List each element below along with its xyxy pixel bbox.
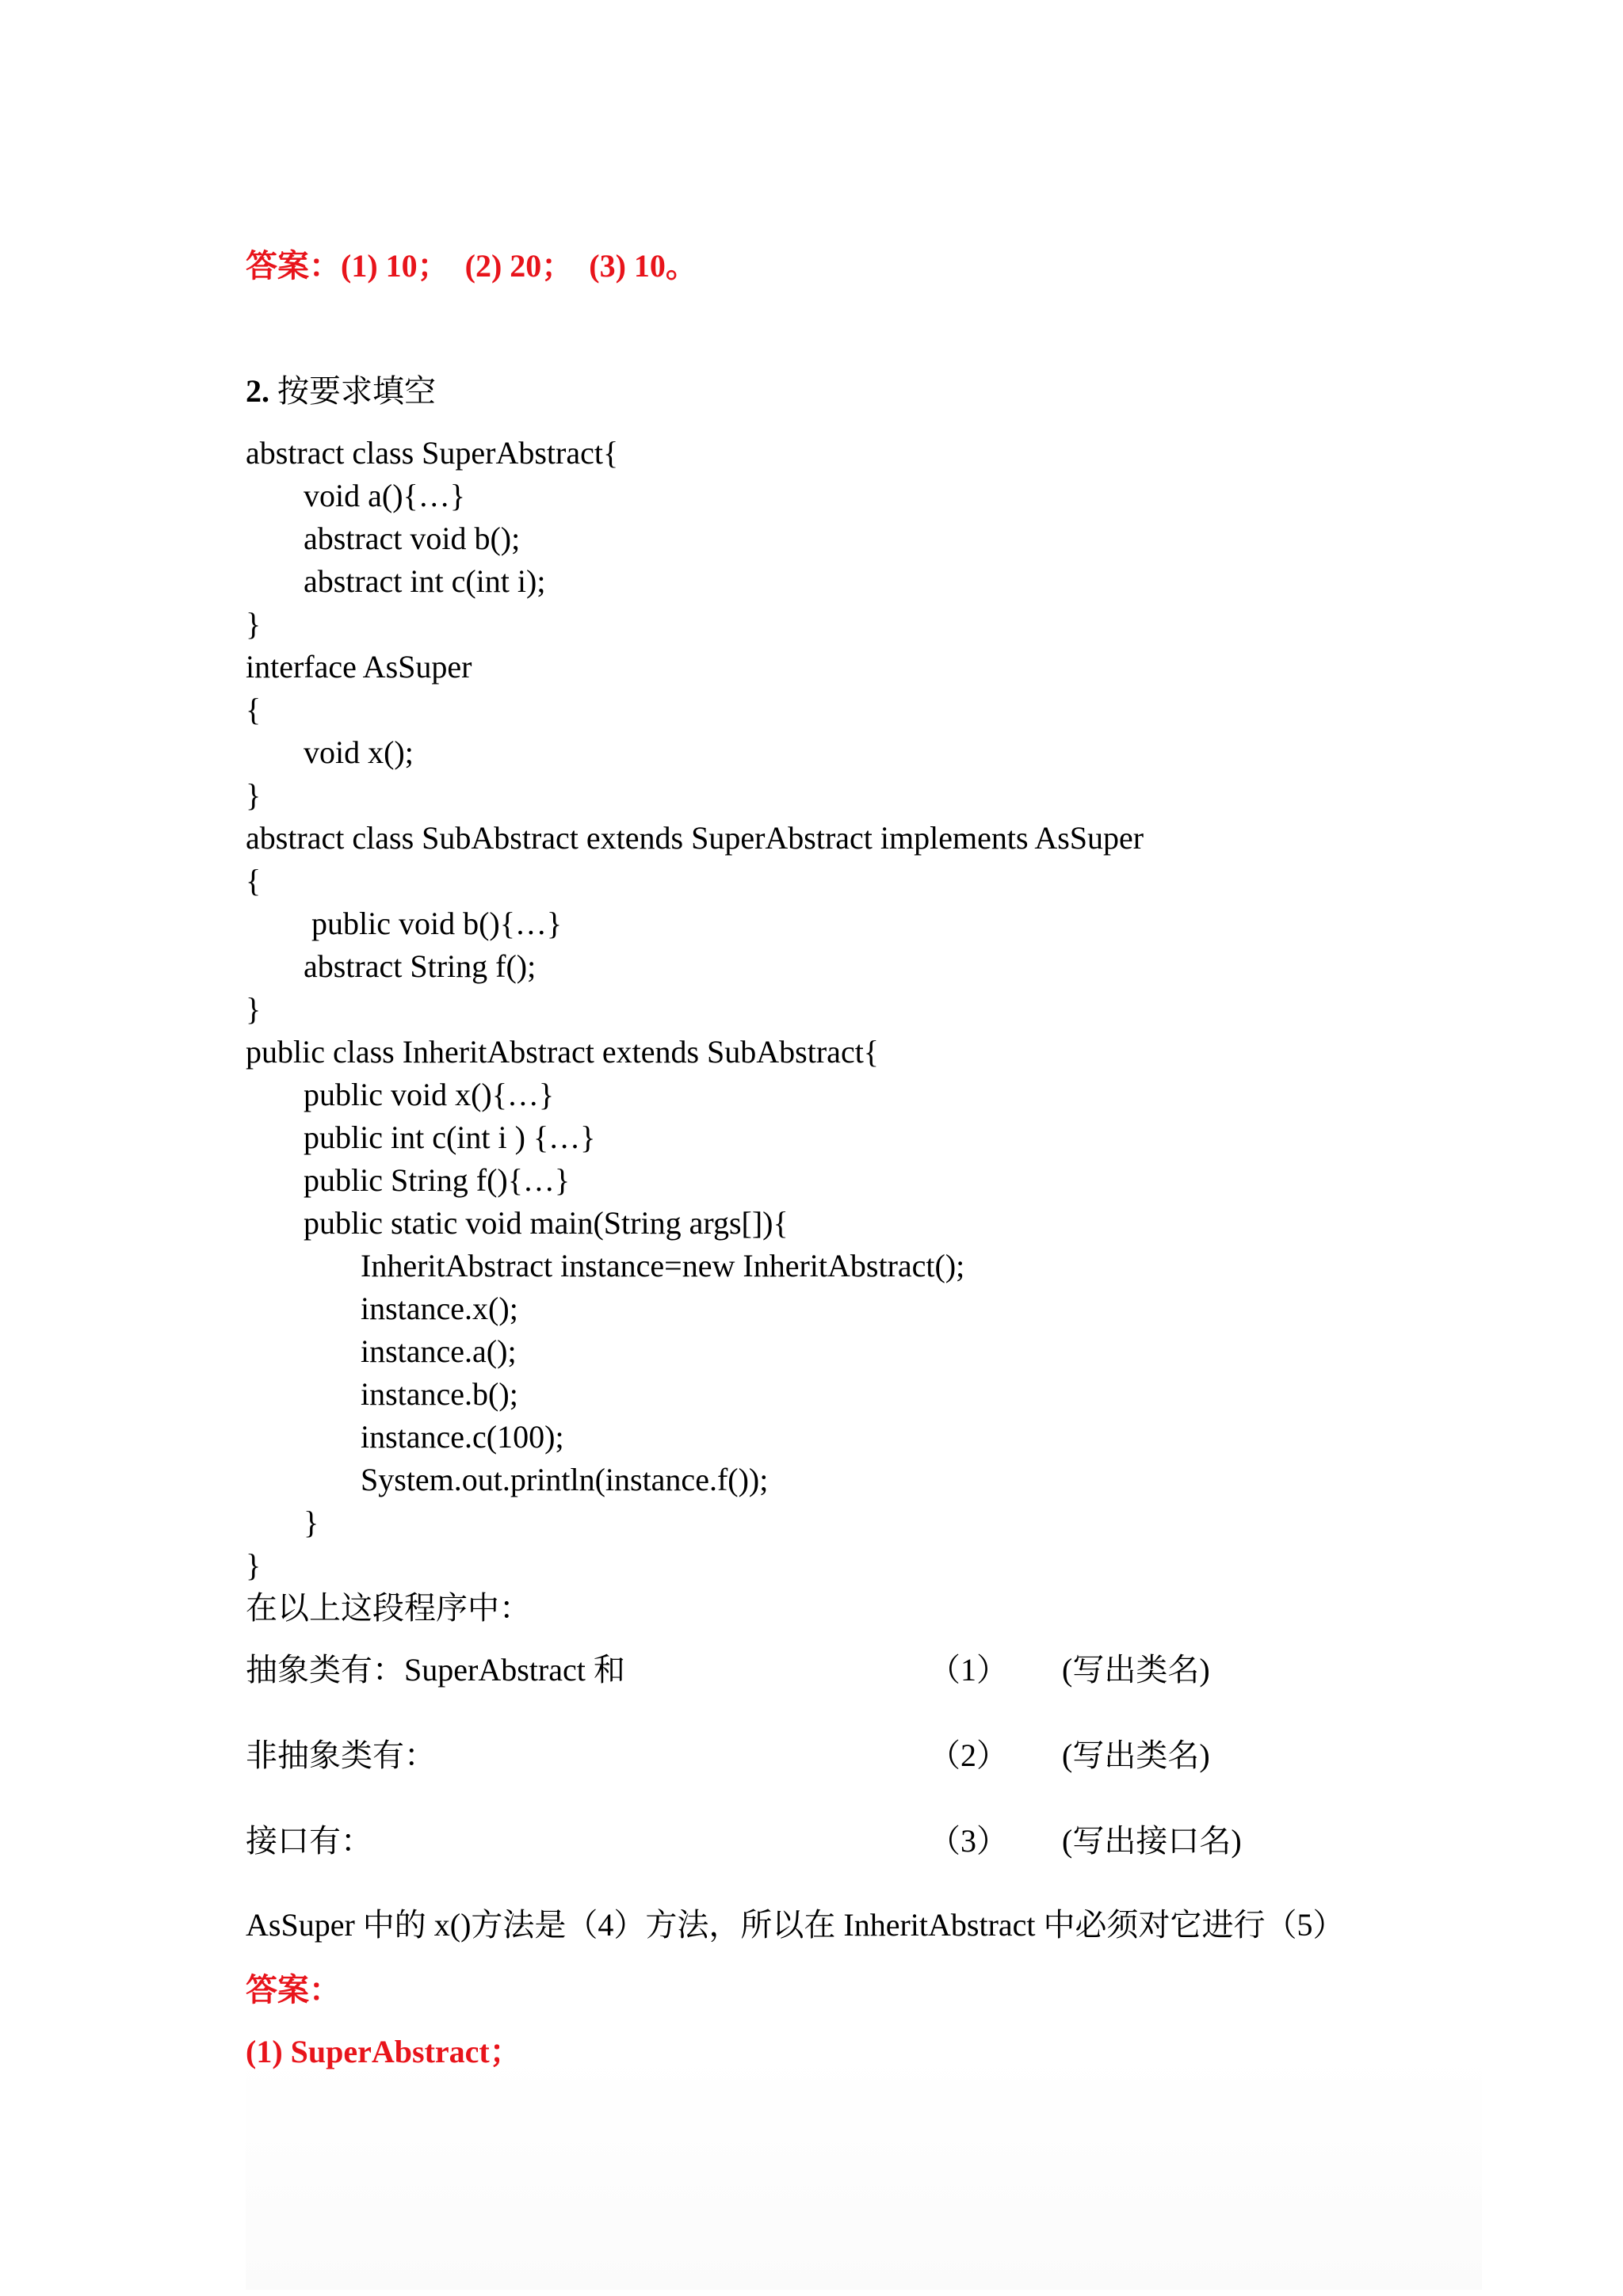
code-line: void a(){…} — [304, 478, 465, 513]
code-line: instance.c(100); — [361, 1419, 564, 1455]
code-line: } — [246, 1547, 262, 1583]
blank-label: 非抽象类有： — [246, 1737, 436, 1773]
blank-label: 抽象类有：SuperAbstract 和 — [246, 1652, 625, 1688]
code-line: System.out.println(instance.f()); — [361, 1462, 769, 1497]
blank-hint: (写出类名) — [1062, 1652, 1210, 1688]
answer-line-1: 答案：(1) 10； (2) 20； (3) 10。 — [246, 248, 697, 284]
question-number: 2. — [246, 373, 269, 409]
code-line: abstract class SubAbstract extends SuperAbstract implements AsSuper — [246, 820, 1144, 856]
code-line: { — [246, 692, 262, 727]
code-line: } — [246, 606, 262, 642]
code-line: void x(); — [304, 734, 414, 770]
code-line: } — [246, 991, 262, 1027]
blank-row — [246, 1822, 1242, 1860]
page-shading — [246, 2052, 1482, 2290]
code-line: instance.b(); — [361, 1376, 518, 1412]
code-line: abstract void b(); — [304, 521, 521, 556]
code-line: } — [246, 777, 262, 813]
code-line: public void x(){…} — [304, 1077, 555, 1112]
code-line: abstract int c(int i); — [304, 563, 546, 599]
code-line: public class InheritAbstract extends SubAbstract{ — [246, 1034, 880, 1070]
code-line: interface AsSuper — [246, 649, 472, 685]
code-line: } — [304, 1505, 319, 1540]
code-line: public void b(){…} — [311, 906, 563, 941]
code-line: { — [246, 863, 262, 898]
sentence-text: AsSuper 中的 x()方法是（4）方法，所以在 InheritAbstract 中必须对它进行（5） — [246, 1907, 1345, 1943]
blank-number: （1） — [929, 1652, 1008, 1688]
blank-number: （3） — [929, 1823, 1008, 1859]
blank-label: 接口有： — [246, 1823, 372, 1859]
blank-row — [246, 1651, 1210, 1689]
blank-row — [246, 1737, 1210, 1775]
answer-2-label: 答案： — [246, 1972, 341, 2008]
code-line: instance.x(); — [361, 1291, 518, 1326]
code-line: instance.a(); — [361, 1333, 517, 1369]
prompt-text: 在以上这段程序中： — [246, 1590, 531, 1626]
blank-number: （2） — [929, 1737, 1008, 1773]
code-line: public String f(){…} — [304, 1162, 571, 1198]
question-title: 按要求填空 — [269, 373, 436, 409]
code-line: public static void main(String args[]){ — [304, 1205, 789, 1241]
blank-hint: (写出类名) — [1062, 1737, 1210, 1773]
answer-2-item-1: (1) SuperAbstract； — [246, 2034, 521, 2069]
code-line: InheritAbstract instance=new InheritAbstract(); — [361, 1248, 965, 1283]
code-line: public int c(int i ) {…} — [304, 1119, 596, 1155]
blank-hint: (写出接口名) — [1062, 1823, 1242, 1859]
code-line: abstract class SuperAbstract{ — [246, 435, 619, 471]
code-line: abstract String f(); — [304, 948, 537, 984]
question-2-heading — [246, 372, 436, 410]
